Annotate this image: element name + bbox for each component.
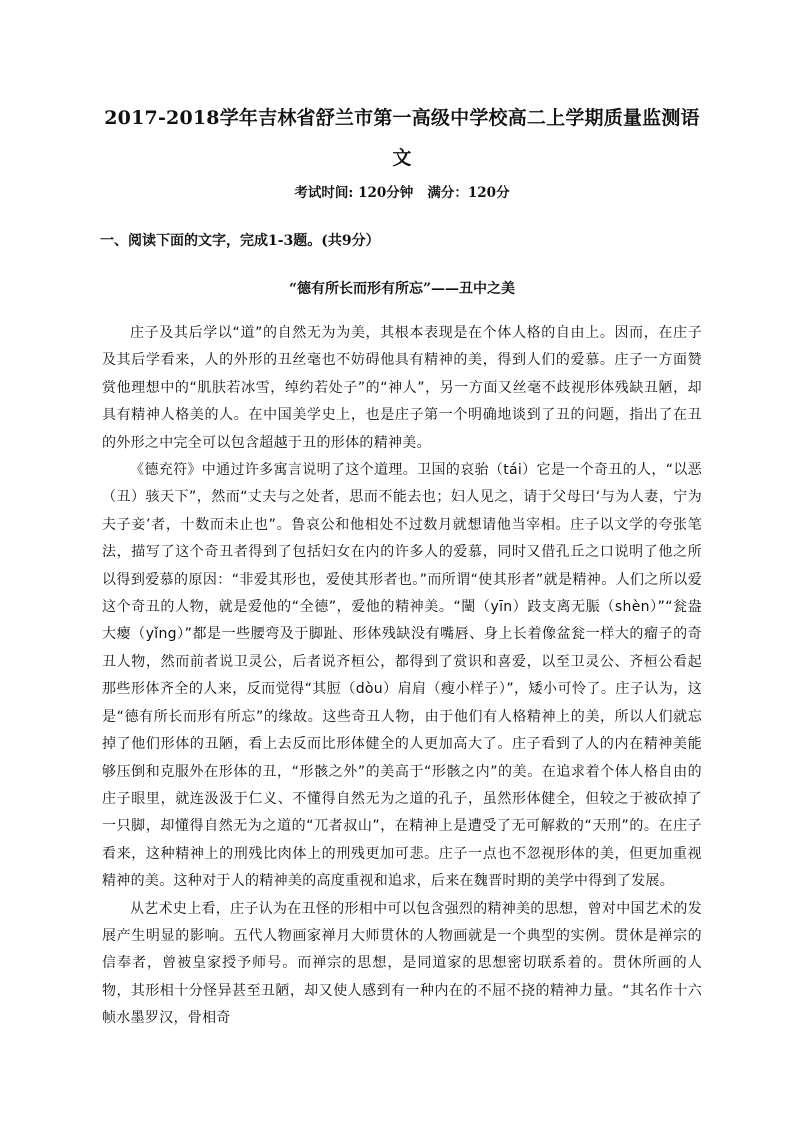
paragraph-1: 庄子及其后学以“道”的自然无为为美，其根本表现是在个体人格的自由上。因而，在庄子及其后学看来，人的外形的丑丝毫也不妨碍他具有精神的美，得到人们的爱慕。庄子一方面赞赏他理想中的“肌肤若冰雪，绰约若处子”的“神人”，另一方面又丝毫不歧视形体残缺丑陋，却具有精神人格美的人。在中国美学史上，也是庄子第一个明确地谈到了丑的问题，指出了在丑的外形之中完全可以包含超越于丑的形体的精神美。 bbox=[102, 325, 702, 451]
section-heading: 一、阅读下面的文字，完成1-3题。(共9分） bbox=[100, 233, 380, 249]
article-title: “德有所长而形有所忘”——丑中之美 bbox=[288, 281, 516, 297]
article-body bbox=[102, 320, 702, 1033]
document-title: 2017-2018学年吉林省舒兰市第一高级中学校高二上学期质量监测语文 bbox=[104, 107, 700, 169]
paragraph-3: 从艺术史上看，庄子认为在丑怪的形相中可以包含强烈的精神美的思想，曾对中国艺术的发展产生明显的影响。五代人物画家禅月大师贯休的人物画就是一个典型的实例。贯休是禅宗的信奉者，曾被皇家授予师号。而禅宗的思想，是同道家的思想密切联系着的。贯休所画的人物，其形相十分怪异甚至丑陋，却又使人感到有一种内在的不屈不挠的精神力量。“其名作十六帧水墨罗汉，骨相奇 bbox=[102, 900, 702, 1027]
exam-info: 考试时间: 120分钟 满分：120分 bbox=[294, 185, 510, 201]
paragraph-2: 《德充符》中通过许多寓言说明了这个道理。卫国的哀骀（tái）它是一个奇丑的人，“以恶（丑）骇天下”，然而“丈夫与之处者，思而不能去也；妇人见之，请于父母曰‘与为人妻，宁为夫子妾’者，十数而未止也”。鲁哀公和他相处不过数月就想请他当宰相。庄子以文学的夸张笔法，描写了这个奇丑者得到了包括妇女在内的许多人的爱慕，同时又借孔丘之口说明了他之所以得到爱慕的原因：“非爱其形也，爱使其形者也。”而所谓“使其形者”就是精神。人们之所以爱这个奇丑的人物，就是爱他的“全德”，爱他的精神美。“闉（yīn）跂支离无脤（shèn）”“瓮盎大瘿（yǐng）”都是一些腰弯及于脚趾、形体残缺没有嘴唇、身上长着像盆瓮一样大的瘤子的奇丑人物，然而前者说卫灵公，后者说齐桓公，都得到了赏识和喜爱，以至卫灵公、齐桓公看起那些形体齐全的人来，反而觉得“其脰（dòu）肩肩（瘦小样子）”，矮小可怜了。庄子认为，这是“德有所长而形有所忘”的缘故。这些奇丑人物，由于他们有人格精神上的美，所以人们就忘掉了他们形体的丑陋，看上去反而比形体健全的人更加高大了。庄子看到了人的内在精神美能够压倒和克服外在形体的丑，“形骸之外”的美高于“形骸之内”的美。在追求着个体人格自由的庄子眼里，就连汲汲于仁义、不懂得自然无为之道的孔子，虽然形体健全，但较之于被砍掉了一只脚，却懂得自然无为之道的“兀者叔山”，在精神上是遭受了无可解救的“天刑”的。在庄子看来，这种精神上的刑残比肉体上的刑残更加可悲。庄子一点也不忽视形体的美，但更加重视精神的美。这种对于人的精神美的高度重视和追求，后来在魏晋时期的美学中得到了发展。 bbox=[102, 462, 702, 890]
